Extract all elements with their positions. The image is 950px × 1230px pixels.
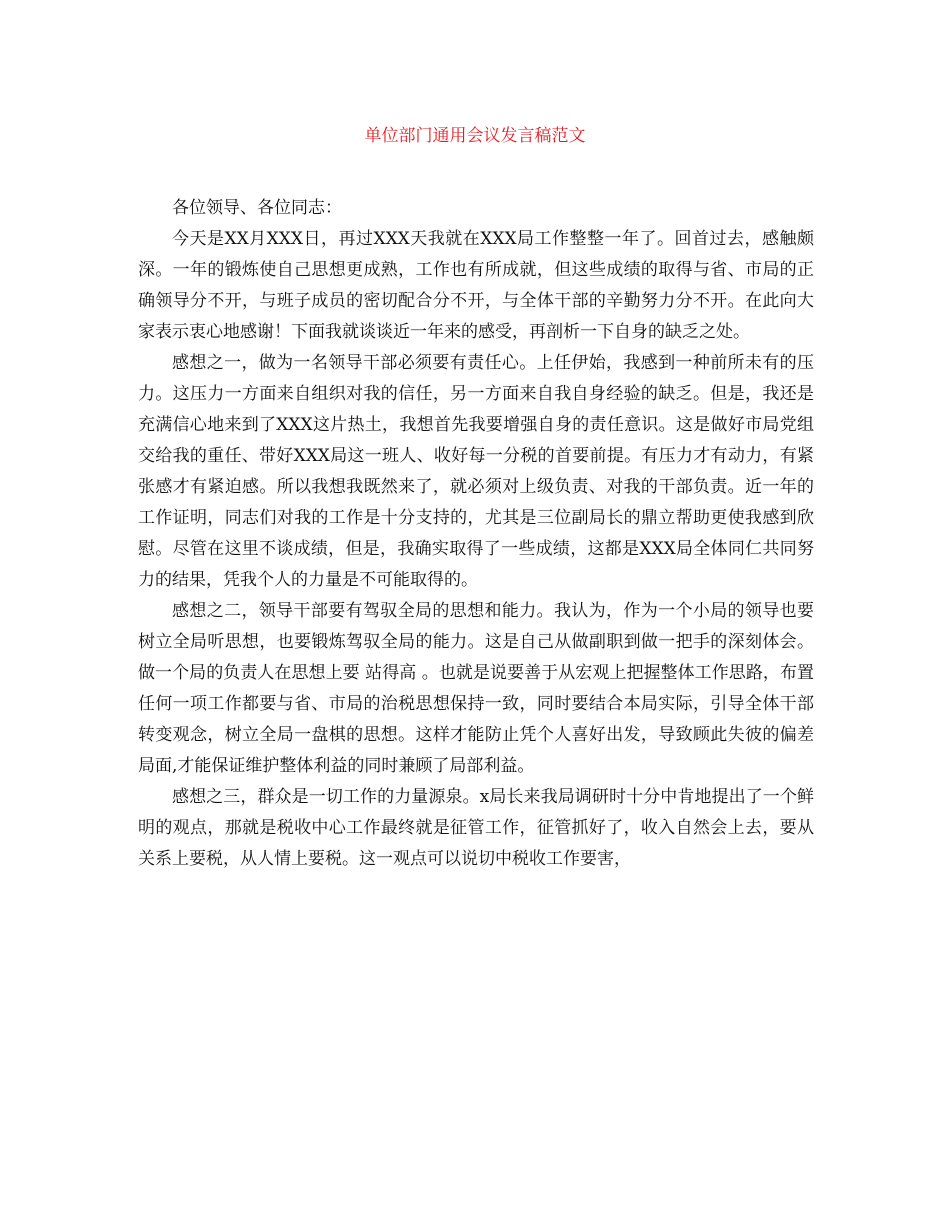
reflection-two-paragraph: 感想之二，领导干部要有驾驭全局的思想和能力。我认为，作为一个小局的领导也要树立全局听思想，也要锻炼驾驭全局的能力。这是自己从做副职到做一把手的深刻体会。做一个局的负责人在思想上要 站得高 。也就是说要善于从宏观上把握整体工作思路，布置任何一项工作都要与省、市局的治税思想保持一致，同时要结合本局实际，引导全体干部转变观念，树立全局一盘棋的思想。这样才能防止凭个人喜好出发，导致顾此失彼的偏差局面,才能保证维护整体利益的同时兼顾了局部利益。 (138, 601, 814, 776)
document-body (138, 193, 814, 875)
intro-paragraph: 今天是XX月XXX日，再过XXX天我就在XXX局工作整整一年了。回首过去，感触颇深。一年的锻炼使自己思想更成熟，工作也有所成就，但这些成绩的取得与省、市局的正确领导分不开，与班子成员的密切配合分不开，与全体干部的辛勤努力分不开。在此向大家表示衷心地感谢！下面我就谈谈近一年来的感受，再剖析一下自身的缺乏之处。 (138, 229, 814, 342)
reflection-one-paragraph: 感想之一，做为一名领导干部必须要有责任心。上任伊始，我感到一种前所未有的压力。这压力一方面来自组织对我的信任，另一方面来自我自身经验的缺乏。但是，我还是充满信心地来到了XXX这片热土，我想首先我要增强自身的责任意识。这是做好市局党组交给我的重任、带好XXX局这一班人、收好每一分税的首要前提。有压力才有动力，有紧张感才有紧迫感。所以我想我既然来了，就必须对上级负责、对我的干部负责。近一年的工作证明，同志们对我的工作是十分支持的，尤其是三位副局长的鼎立帮助更使我感到欣慰。尽管在这里不谈成绩，但是，我确实取得了一些成绩，这都是XXX局全体同仁共同努力的结果，凭我个人的力量是不可能取得的。 (138, 353, 814, 590)
salutation-paragraph: 各位领导、各位同志： (172, 198, 342, 218)
document-title: 单位部门通用会议发言稿范文 (364, 126, 586, 146)
reflection-three-paragraph: 感想之三，群众是一切工作的力量源泉。x局长来我局调研时十分中肯地提出了一个鲜明的观点，那就是税收中心工作最终就是征管工作，征管抓好了，收入自然会上去，要从关系上要税，从人情上要税。这一观点可以说切中税收工作要害， (138, 787, 814, 869)
